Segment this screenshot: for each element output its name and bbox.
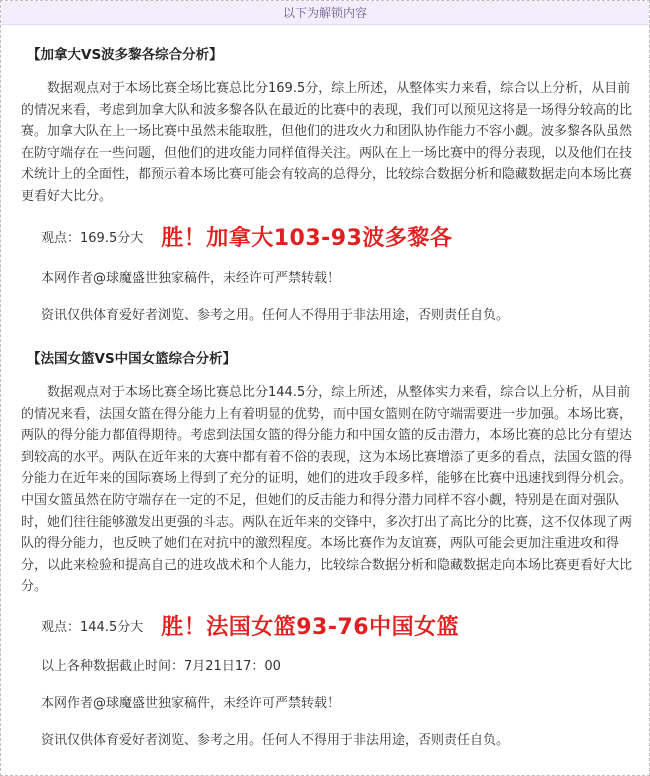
disclaimer-note: 资讯仅供体育爱好者浏览、参考之用。任何人不得用于非法用途，否则责任自负。 <box>41 307 510 323</box>
pick-result: 胜！法国女篮93-76中国女篮 <box>161 614 460 640</box>
section-title: 【法国女篮VS中国女篮综合分析】 <box>27 351 237 367</box>
unlock-banner: 以下为解锁内容 <box>1 1 649 25</box>
section-body: 数据观点对于本场比赛全场比赛总比分144.5分，综上所述，从整体实力来看，综合以上分析，从目前的情况来看，法国女篮在得分能力上有着明显的优势，而中国女篮则在防守端需要进一步加强。本场比赛，两队的得分能力都值得期待。考虑到法国女篮的得分能力和中国女篮的反击潜力，本场比赛的总比分有望达到较高的水平。两队在近年来的大赛中都有着不俗的表现，这为本场比赛增添了更多的看点，法国女篮的得分能力在近年来的国际赛场上得到了充分的证明，她们的进攻手段多样，能够在比赛中迅速找到得分机会。中国女篮虽然在防守端存在一定的不足，但她们的反击能力和得分潜力同样不容小觑，特别是在面对强队时，她们往往能够激发出更强的斗志。两队在近年来的交锋中，多次打出了高比分的比赛，这不仅体现了两队的得分能力，也反映了她们在对抗中的激烈程度。本场比赛作为友谊赛，两队可能会更加注重进攻和得分，以此来检验和提高自己的进攻战术和个人能力，比较综合数据分析和隐藏数据走向本场比赛更看好大比分。 <box>21 385 633 595</box>
analysis-section-canada-puerto-rico <box>21 25 633 326</box>
disclaimer-note: 资讯仅供体育爱好者浏览、参考之用。任何人不得用于非法用途，否则责任自负。 <box>41 732 510 748</box>
section-body: 数据观点对于本场比赛全场比赛总比分169.5分，综上所述，从整体实力来看，综合以上分析，从目前的情况来看，考虑到加拿大队和波多黎各队在最近的比赛中的表现，我们可以预见这将是一场得分较高的比赛。加拿大队在上一场比赛中虽然未能取胜，但他们的进攻火力和团队协作能力不容小觑。波多黎各队虽然在防守端存在一些问题，但他们的进攻能力同样值得关注。两队在上一场比赛中的得分表现，以及他们在技术统计上的全面性，都预示着本场比赛可能会有较高的总得分，比较综合数据分析和隐藏数据走向本场比赛更看好大比分。 <box>21 81 633 204</box>
cutoff-note: 以上各种数据截止时间：7月21日17：00 <box>41 658 281 674</box>
section-title: 【加拿大VS波多黎各综合分析】 <box>27 47 223 63</box>
copyright-note: 本网作者@球魔盛世独家稿件，未经许可严禁转载！ <box>41 270 341 286</box>
pick-result: 胜！加拿大103-93波多黎各 <box>161 225 453 251</box>
view-label: 观点：144.5分大 <box>41 619 144 635</box>
view-label: 观点：169.5分大 <box>41 230 144 246</box>
verdict-row <box>21 610 633 641</box>
verdict-row <box>21 221 633 252</box>
copyright-note: 本网作者@球魔盛世独家稿件，未经许可严禁转载！ <box>41 695 341 711</box>
analysis-section-france-china <box>21 343 633 751</box>
